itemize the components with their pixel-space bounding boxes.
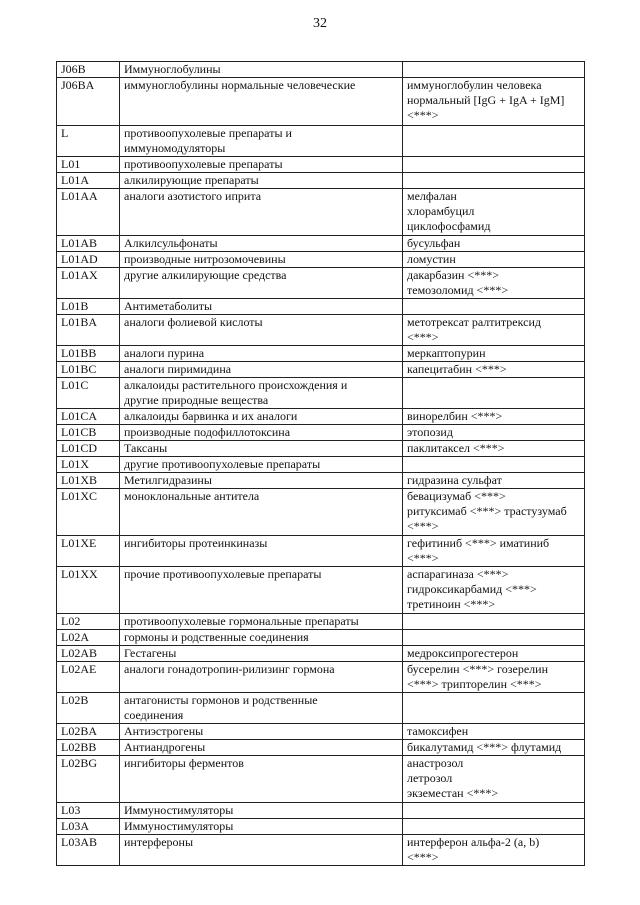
atc-code-cell — [57, 425, 120, 441]
medicinal-products-cell — [403, 236, 585, 252]
medicinal-products-cell — [403, 473, 585, 489]
table-row — [57, 441, 585, 457]
drug-name-line: экземестан <***> — [407, 786, 499, 800]
drug-name-line: циклофосфамид — [407, 219, 491, 233]
drug-name-line: хлорамбуцил — [407, 204, 475, 218]
medicinal-products-cell — [403, 614, 585, 630]
atc-code: L02A — [61, 630, 89, 644]
atc-code-cell — [57, 126, 120, 157]
medicinal-products-cell — [403, 756, 585, 803]
drug-name-line: <***> — [407, 330, 439, 344]
atc-code-cell — [57, 646, 120, 662]
table-row — [57, 835, 585, 866]
medicinal-products-cell — [403, 315, 585, 346]
anatomical-therapeutic-chemical-group-cell — [120, 315, 403, 346]
table-row — [57, 536, 585, 567]
medicinal-products-cell — [403, 157, 585, 173]
anatomical-therapeutic-chemical-group-cell — [120, 409, 403, 425]
anatomical-therapeutic-chemical-group-cell — [120, 173, 403, 189]
atc-code: L01AD — [61, 252, 98, 266]
group-name-line: другие природные вещества — [124, 393, 269, 407]
table-row — [57, 803, 585, 819]
atc-code: L01XE — [61, 536, 97, 550]
group-name-line: противоопухолевые препараты — [124, 157, 283, 171]
table-row — [57, 62, 585, 78]
drug-name-line: <***> трипторелин <***> — [407, 677, 542, 691]
group-name-line: интерфероны — [124, 835, 193, 849]
drug-name-line: паклитаксел <***> — [407, 441, 505, 455]
group-name-line: аналоги пиримидина — [124, 362, 232, 376]
group-name-line: Метилгидразины — [124, 473, 212, 487]
drug-name-line: этопозид — [407, 425, 453, 439]
table-row — [57, 630, 585, 646]
atc-code-cell — [57, 489, 120, 536]
medicinal-products-cell — [403, 630, 585, 646]
atc-code: L03A — [61, 819, 89, 833]
table-row — [57, 756, 585, 803]
anatomical-therapeutic-chemical-group-cell — [120, 489, 403, 536]
group-name-line: аналоги пурина — [124, 346, 205, 360]
drug-name-line: бикалутамид <***> флутамид — [407, 740, 562, 754]
atc-code: L01AB — [61, 236, 97, 250]
table-row — [57, 614, 585, 630]
atc-code-cell — [57, 157, 120, 173]
drug-name-line: темозоломид <***> — [407, 283, 509, 297]
anatomical-therapeutic-chemical-group-cell — [120, 441, 403, 457]
anatomical-therapeutic-chemical-group-cell — [120, 268, 403, 299]
medicinal-products-cell — [403, 567, 585, 614]
atc-code-cell — [57, 315, 120, 346]
group-name-line: алкалоиды растительного происхождения и — [124, 378, 348, 392]
anatomical-therapeutic-chemical-group-cell — [120, 252, 403, 268]
atc-code: L01 — [61, 157, 81, 171]
table-row — [57, 78, 585, 126]
atc-code: L01X — [61, 457, 89, 471]
table-row — [57, 268, 585, 299]
atc-code: L02BA — [61, 724, 97, 738]
table-row — [57, 346, 585, 362]
drug-name-line: гидразина сульфат — [407, 473, 502, 487]
medicinal-products-cell — [403, 457, 585, 473]
atc-code-cell — [57, 236, 120, 252]
drug-name-line: нормальный [IgG + IgA + IgM] — [407, 93, 565, 107]
medicinal-products-cell — [403, 536, 585, 567]
atc-code-cell — [57, 473, 120, 489]
group-name-line: Антиандрогены — [124, 740, 206, 754]
table-row — [57, 362, 585, 378]
atc-code-cell — [57, 362, 120, 378]
group-name-line: аналоги гонадотропин-рилизинг гормона — [124, 662, 335, 676]
drug-name-line: винорелбин <***> — [407, 409, 503, 423]
anatomical-therapeutic-chemical-group-cell — [120, 630, 403, 646]
table-row — [57, 157, 585, 173]
atc-code-cell — [57, 819, 120, 835]
medicinal-products-cell — [403, 489, 585, 536]
atc-code: L01XC — [61, 489, 97, 503]
group-name-line: иммуномодуляторы — [124, 141, 226, 155]
drug-name-line: ломустин — [407, 252, 456, 266]
anatomical-therapeutic-chemical-group-cell — [120, 378, 403, 409]
group-name-line: гормоны и родственные соединения — [124, 630, 309, 644]
drug-name-line: ритуксимаб <***> трастузумаб — [407, 504, 567, 518]
anatomical-therapeutic-chemical-group-cell — [120, 473, 403, 489]
anatomical-therapeutic-chemical-group-cell — [120, 62, 403, 78]
drug-name-line: летрозол — [407, 771, 453, 785]
atc-code-cell — [57, 409, 120, 425]
drug-name-line: интерферон альфа-2 (a, b) — [407, 835, 540, 849]
medicinal-products-cell — [403, 803, 585, 819]
medicinal-products-cell — [403, 126, 585, 157]
drug-name-line: медроксипрогестерон — [407, 646, 519, 660]
group-name-line: Иммуностимуляторы — [124, 819, 234, 833]
group-name-line: Гестагены — [124, 646, 177, 660]
anatomical-therapeutic-chemical-group-cell — [120, 756, 403, 803]
atc-code-cell — [57, 630, 120, 646]
table-body — [57, 62, 585, 866]
drug-name-line: третиноин <***> — [407, 597, 496, 611]
medicinal-products-cell — [403, 819, 585, 835]
table-row — [57, 646, 585, 662]
atc-code: L01BB — [61, 346, 97, 360]
group-name-line: производные подофиллотоксина — [124, 425, 291, 439]
drug-name-line: гефитиниб <***> иматиниб — [407, 536, 550, 550]
atc-code: L01BC — [61, 362, 97, 376]
atc-code-cell — [57, 268, 120, 299]
atc-code: L — [61, 126, 69, 140]
atc-code-cell — [57, 803, 120, 819]
anatomical-therapeutic-chemical-group-cell — [120, 236, 403, 252]
anatomical-therapeutic-chemical-group-cell — [120, 646, 403, 662]
anatomical-therapeutic-chemical-group-cell — [120, 346, 403, 362]
group-name-line: Антиэстрогены — [124, 724, 204, 738]
table-row — [57, 473, 585, 489]
drug-name-line: <***> — [407, 850, 439, 864]
atc-code: L01CB — [61, 425, 97, 439]
table-row — [57, 567, 585, 614]
group-name-line: Антиметаболиты — [124, 299, 213, 313]
group-name-line: моноклональные антитела — [124, 489, 260, 503]
atc-code-cell — [57, 252, 120, 268]
group-name-line: противоопухолевые препараты и — [124, 126, 292, 140]
group-name-line: Алкилсульфонаты — [124, 236, 218, 250]
atc-code: L01AX — [61, 268, 98, 282]
table-row — [57, 189, 585, 236]
anatomical-therapeutic-chemical-group-cell — [120, 740, 403, 756]
atc-code-cell — [57, 662, 120, 693]
atc-code-cell — [57, 693, 120, 724]
table-row — [57, 457, 585, 473]
atc-code: L02B — [61, 693, 89, 707]
atc-code-cell — [57, 441, 120, 457]
group-name-line: алкалоиды барвинка и их аналоги — [124, 409, 298, 423]
atc-code: L01XX — [61, 567, 98, 581]
anatomical-therapeutic-chemical-group-cell — [120, 835, 403, 866]
drug-name-line: бусульфан — [407, 236, 461, 250]
atc-code-cell — [57, 724, 120, 740]
drug-name-line: бусерелин <***> гозерелин — [407, 662, 548, 676]
drug-name-line: метотрексат ралтитрексид — [407, 315, 542, 329]
group-name-line: другие противоопухолевые препараты — [124, 457, 321, 471]
drug-name-line: мелфалан — [407, 189, 457, 203]
anatomical-therapeutic-chemical-group-cell — [120, 567, 403, 614]
medicinal-products-cell — [403, 662, 585, 693]
table-row — [57, 409, 585, 425]
medicinal-products-cell — [403, 724, 585, 740]
atc-code: L02AB — [61, 646, 97, 660]
medicinal-products-cell — [403, 78, 585, 126]
table-row — [57, 126, 585, 157]
group-name-line: производные нитрозомочевины — [124, 252, 286, 266]
table-row — [57, 740, 585, 756]
group-name-line: Таксаны — [124, 441, 168, 455]
atc-code-cell — [57, 614, 120, 630]
anatomical-therapeutic-chemical-group-cell — [120, 819, 403, 835]
atc-code: J06BA — [61, 78, 95, 92]
group-name-line: антагонисты гормонов и родственные — [124, 693, 318, 707]
table-row — [57, 299, 585, 315]
table-row — [57, 378, 585, 409]
group-name-line: другие алкилирующие средства — [124, 268, 287, 282]
atc-code: L02BB — [61, 740, 97, 754]
anatomical-therapeutic-chemical-group-cell — [120, 78, 403, 126]
atc-code-cell — [57, 299, 120, 315]
anatomical-therapeutic-chemical-group-cell — [120, 693, 403, 724]
atc-code-cell — [57, 378, 120, 409]
medicinal-products-cell — [403, 425, 585, 441]
drug-name-line: дакарбазин <***> — [407, 268, 499, 282]
table-row — [57, 693, 585, 724]
medicinal-products-cell — [403, 378, 585, 409]
drug-name-line: <***> — [407, 108, 439, 122]
drug-name-line: тамоксифен — [407, 724, 469, 738]
anatomical-therapeutic-chemical-group-cell — [120, 803, 403, 819]
atc-code: L02AE — [61, 662, 97, 676]
medicinal-products-cell — [403, 346, 585, 362]
atc-code: L03 — [61, 803, 81, 817]
drug-name-line: аспарагиназа <***> — [407, 567, 509, 581]
drug-name-line: анастрозол — [407, 756, 464, 770]
group-name-line: иммуноглобулины нормальные человеческие — [124, 78, 356, 92]
page-number: 32 — [313, 16, 327, 31]
atc-code-cell — [57, 536, 120, 567]
anatomical-therapeutic-chemical-group-cell — [120, 126, 403, 157]
atc-code: L01XB — [61, 473, 97, 487]
atc-code-cell — [57, 78, 120, 126]
anatomical-therapeutic-chemical-group-cell — [120, 189, 403, 236]
medicinal-products-cell — [403, 835, 585, 866]
anatomical-therapeutic-chemical-group-cell — [120, 157, 403, 173]
group-name-line: Иммуноглобулины — [124, 62, 221, 76]
atc-code: L03AB — [61, 835, 97, 849]
anatomical-therapeutic-chemical-group-cell — [120, 299, 403, 315]
drug-name-line: <***> — [407, 519, 439, 533]
anatomical-therapeutic-chemical-group-cell — [120, 362, 403, 378]
group-name-line: аналоги азотистого иприта — [124, 189, 262, 203]
medicinal-products-cell — [403, 299, 585, 315]
atc-code: L01C — [61, 378, 89, 392]
medicinal-products-cell — [403, 409, 585, 425]
anatomical-therapeutic-chemical-group-cell — [120, 457, 403, 473]
drug-name-line: меркаптопурин — [407, 346, 486, 360]
group-name-line: ингибиторы протеинкиназы — [124, 536, 268, 550]
drug-name-line: <***> — [407, 551, 439, 565]
atc-code-cell — [57, 567, 120, 614]
atc-code: L02 — [61, 614, 81, 628]
drug-name-line: капецитабин <***> — [407, 362, 507, 376]
atc-classification-table — [56, 61, 585, 866]
group-name-line: аналоги фолиевой кислоты — [124, 315, 263, 329]
table-row — [57, 662, 585, 693]
atc-code: L02BG — [61, 756, 97, 770]
medicinal-products-cell — [403, 173, 585, 189]
group-name-line: алкилирующие препараты — [124, 173, 259, 187]
anatomical-therapeutic-chemical-group-cell — [120, 425, 403, 441]
anatomical-therapeutic-chemical-group-cell — [120, 724, 403, 740]
medicinal-products-cell — [403, 362, 585, 378]
atc-code: L01AA — [61, 189, 98, 203]
atc-code: J06B — [61, 62, 86, 76]
table-row — [57, 489, 585, 536]
group-name-line: противоопухолевые гормональные препараты — [124, 614, 359, 628]
atc-code: L01CA — [61, 409, 97, 423]
atc-code-cell — [57, 189, 120, 236]
table-row — [57, 724, 585, 740]
group-name-line: соединения — [124, 708, 184, 722]
atc-code-cell — [57, 173, 120, 189]
table-row — [57, 236, 585, 252]
anatomical-therapeutic-chemical-group-cell — [120, 536, 403, 567]
medicinal-products-cell — [403, 441, 585, 457]
atc-code-cell — [57, 62, 120, 78]
table-row — [57, 173, 585, 189]
atc-code-cell — [57, 756, 120, 803]
group-name-line: Иммуностимуляторы — [124, 803, 234, 817]
medicinal-products-cell — [403, 740, 585, 756]
atc-code: L01CD — [61, 441, 97, 455]
atc-code-cell — [57, 346, 120, 362]
atc-code-cell — [57, 457, 120, 473]
medicinal-products-cell — [403, 189, 585, 236]
drug-name-line: гидроксикарбамид <***> — [407, 582, 537, 596]
table-row — [57, 425, 585, 441]
medicinal-products-cell — [403, 693, 585, 724]
medicinal-products-cell — [403, 268, 585, 299]
table-row — [57, 819, 585, 835]
anatomical-therapeutic-chemical-group-cell — [120, 662, 403, 693]
medicinal-products-cell — [403, 62, 585, 78]
group-name-line: прочие противоопухолевые препараты — [124, 567, 322, 581]
atc-code: L01B — [61, 299, 89, 313]
atc-code: L01BA — [61, 315, 97, 329]
medicinal-products-cell — [403, 646, 585, 662]
table-row — [57, 252, 585, 268]
atc-code: L01A — [61, 173, 89, 187]
table-row — [57, 315, 585, 346]
drug-name-line: бевацизумаб <***> — [407, 489, 506, 503]
group-name-line: ингибиторы ферментов — [124, 756, 244, 770]
medicinal-products-cell — [403, 252, 585, 268]
anatomical-therapeutic-chemical-group-cell — [120, 614, 403, 630]
atc-code-cell — [57, 835, 120, 866]
atc-code-cell — [57, 740, 120, 756]
drug-name-line: иммуноглобулин человека — [407, 78, 542, 92]
